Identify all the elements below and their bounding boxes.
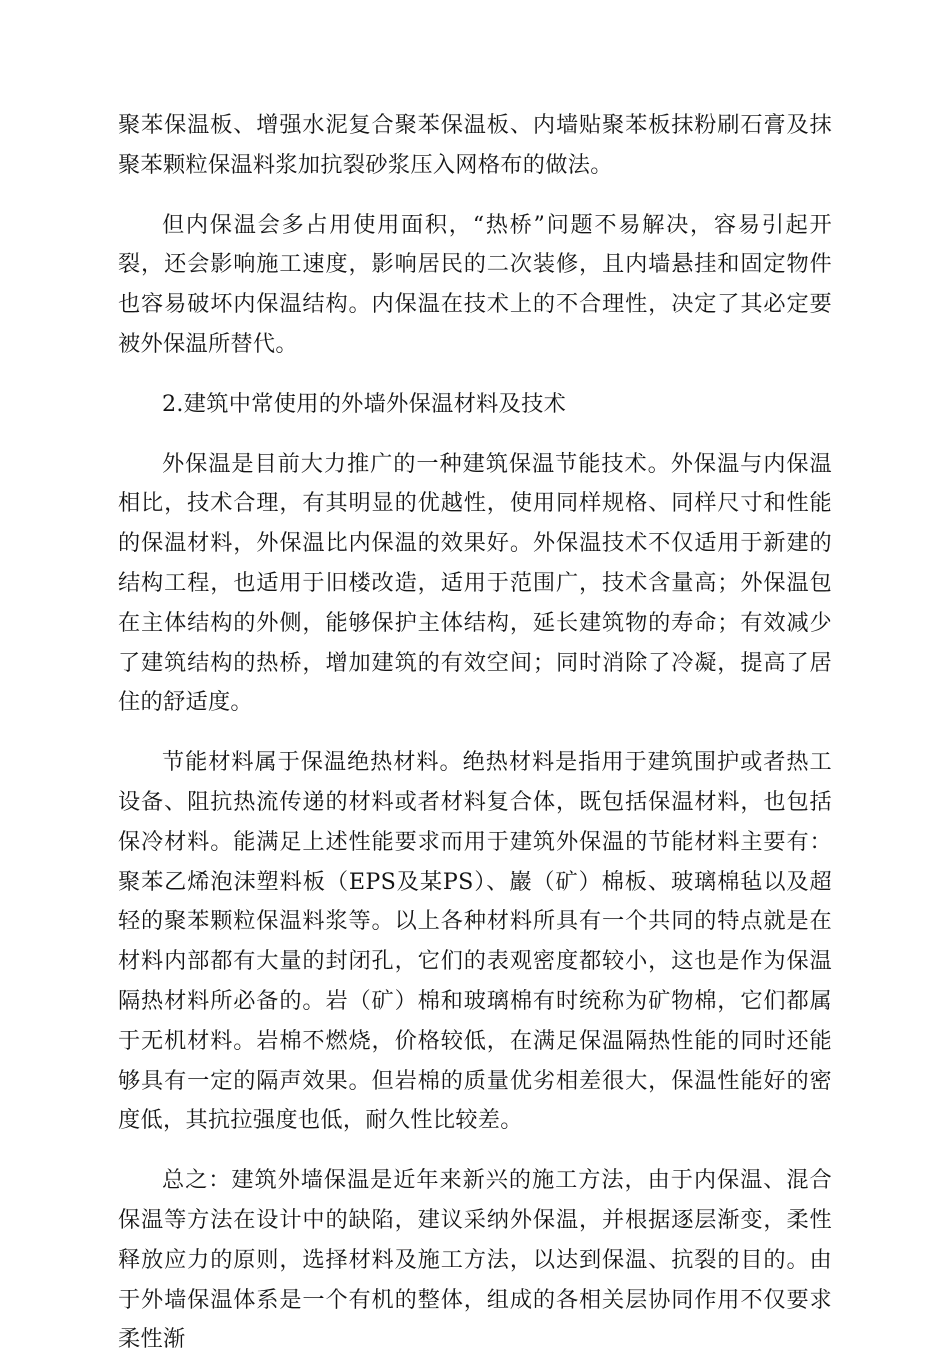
document-body: [118, 106, 832, 1360]
paragraph-internal-insulation-drawbacks: 但内保温会多占用使用面积，“热桥”问题不易解决，容易引起开裂，还会影响施工速度，影响居民的二次装修，且内墙悬挂和固定物件也容易破坏内保温结构。内保温在技术上的不合理性，决定了其必定要被外保温所替代。: [118, 211, 832, 357]
paragraph-continuation: 聚苯保温板、增强水泥复合聚苯保温板、内墙贴聚苯板抹粉刷石膏及抹聚苯颗粒保温料浆加抗裂砂浆压入网格布的做法。: [118, 112, 832, 178]
section-heading: 2.建筑中常使用的外墙外保温材料及技术: [162, 390, 567, 417]
paragraph-conclusion: 总之：建筑外墙保温是近年来新兴的施工方法，由于内保温、混合保温等方法在设计中的缺陷，建议采纳外保温，并根据逐层渐变，柔性释放应力的原则，选择材料及施工方法，以达到保温、抗裂的目的。由于外墙保温体系是一个有机的整体，组成的各相关层协同作用不仅要求柔性渐: [118, 1167, 832, 1353]
paragraph-external-insulation: 外保温是目前大力推广的一种建筑保温节能技术。外保温与内保温相比，技术合理，有其明显的优越性，使用同样规格、同样尺寸和性能的保温材料，外保温比内保温的效果好。外保温技术不仅适用于新建的结构工程，也适用于旧楼改造，适用于范围广，技术含量高；外保温包在主体结构的外侧，能够保护主体结构，延长建筑物的寿命；有效减少了建筑结构的热桥，增加建筑的有效空间；同时消除了冷凝，提高了居住的舒适度。: [118, 450, 832, 716]
paragraph-energy-saving-materials: 节能材料属于保温绝热材料。绝热材料是指用于建筑围护或者热工设备、阻抗热流传递的材料或者材料复合体，既包括保温材料，也包括保冷材料。能满足上述性能要求而用于建筑外保温的节能材料主要有：聚苯乙烯泡沫塑料板（EPS及某PS）、巖（矿）棉板、玻璃棉毡以及超轻的聚苯颗粒保温料浆等。以上各种材料所具有一个共同的特点就是在材料内部都有大量的封闭孔，它们的表观密度都较小，这也是作为保温隔热材料所必备的。岩（矿）棉和玻璃棉有时统称为矿物棉，它们都属于无机材料。岩棉不燃烧，价格较低，在满足保温隔热性能的同时还能够具有一定的隔声效果。但岩棉的质量优劣相差很大，保温性能好的密度低，其抗拉强度也低，耐久性比较差。: [118, 749, 832, 1134]
